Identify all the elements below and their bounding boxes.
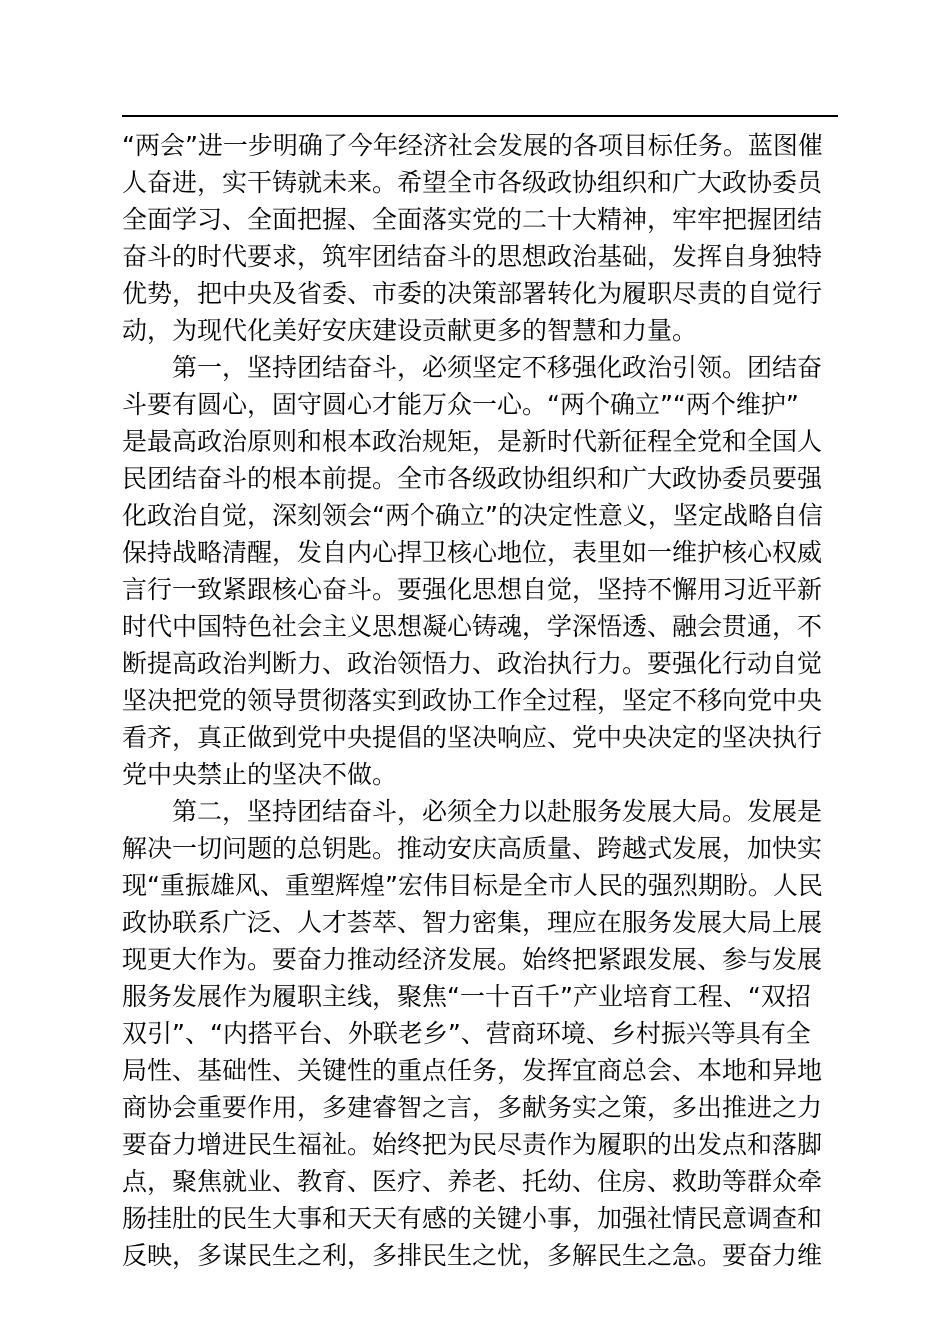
text-line: 肠挂肚的民生大事和天天有感的关键小事，加强社情民意调查和 [122, 1204, 823, 1233]
text-line: 局性、基础性、关键性的重点任务，发挥宜商总会、本地和异地 [122, 1056, 823, 1085]
text-line: 要奋力增进民生福祉。始终把为民尽责作为履职的出发点和落脚 [122, 1130, 823, 1159]
text-line: 解决一切问题的总钥匙。推动安庆高质量、跨越式发展，加快实 [122, 834, 823, 863]
paragraph-intro [122, 127, 838, 349]
header-rule [122, 115, 838, 117]
text-line: 第一，坚持团结奋斗，必须坚定不移强化政治引领。团结奋 [172, 353, 823, 382]
text-line: 商协会重要作用，多建睿智之言，多献务实之策，多出推进之力 [122, 1093, 823, 1122]
text-line: 动，为现代化美好安庆建设贡献更多的智慧和力量。 [122, 316, 698, 345]
text-line: 坚决把党的领导贯彻落实到政协工作全过程，坚定不移向党中央 [122, 686, 823, 715]
text-line: 时代中国特色社会主义思想凝心铸魂，学深悟透、融会贯通，不 [122, 612, 823, 641]
document-body [122, 127, 838, 1274]
paragraph-first [122, 349, 838, 793]
text-line: 奋斗的时代要求，筑牢团结奋斗的思想政治基础，发挥自身独特 [122, 242, 823, 271]
text-line: 服务发展作为履职主线，聚焦“一十百千”产业培育工程、“双招 [122, 982, 811, 1011]
text-line: 现“重振雄风、重塑辉煌”宏伟目标是全市人民的强烈期盼。人民 [122, 871, 823, 900]
text-line: 断提高政治判断力、政治领悟力、政治执行力。要强化行动自觉 [122, 649, 823, 678]
text-line: 第二，坚持团结奋斗，必须全力以赴服务发展大局。发展是 [172, 797, 823, 826]
text-line: 化政治自觉，深刻领会“两个确立”的决定性意义，坚定战略自信 [122, 501, 823, 530]
text-line: 双引”、“内搭平台、外联老乡”、营商环境、乡村振兴等具有全 [122, 1019, 811, 1048]
text-line: 斗要有圆心，固守圆心才能万众一心。“两个确立”“两个维护” [122, 390, 799, 419]
text-line: 民团结奋斗的根本前提。全市各级政协组织和广大政协委员要强 [122, 464, 823, 493]
paragraph-second [122, 793, 838, 1274]
text-line: 现更大作为。要奋力推动经济发展。始终把紧跟发展、参与发展 [122, 945, 823, 974]
text-line: 看齐，真正做到党中央提倡的坚决响应、党中央决定的坚决执行 [122, 723, 823, 752]
text-line: 言行一致紧跟核心奋斗。要强化思想自觉，坚持不懈用习近平新 [122, 575, 823, 604]
text-line: 党中央禁止的坚决不做。 [122, 760, 398, 789]
text-line: 保持战略清醒，发自内心捍卫核心地位，表里如一维护核心权威 [122, 538, 823, 567]
text-line: “两会”进一步明确了今年经济社会发展的各项目标任务。蓝图催 [122, 131, 823, 160]
text-line: 点，聚焦就业、教育、医疗、养老、托幼、住房、救助等群众牵 [122, 1167, 823, 1196]
text-line: 人奋进，实干铸就未来。希望全市各级政协组织和广大政协委员 [122, 168, 823, 197]
text-line: 反映，多谋民生之利，多排民生之忧，多解民生之急。要奋力维 [122, 1241, 823, 1270]
text-line: 是最高政治原则和根本政治规矩，是新时代新征程全党和全国人 [122, 427, 823, 456]
text-line: 优势，把中央及省委、市委的决策部署转化为履职尽责的自觉行 [122, 279, 823, 308]
text-line: 政协联系广泛、人才荟萃、智力密集，理应在服务发展大局上展 [122, 908, 823, 937]
text-line: 全面学习、全面把握、全面落实党的二十大精神，牢牢把握团结 [122, 205, 823, 234]
